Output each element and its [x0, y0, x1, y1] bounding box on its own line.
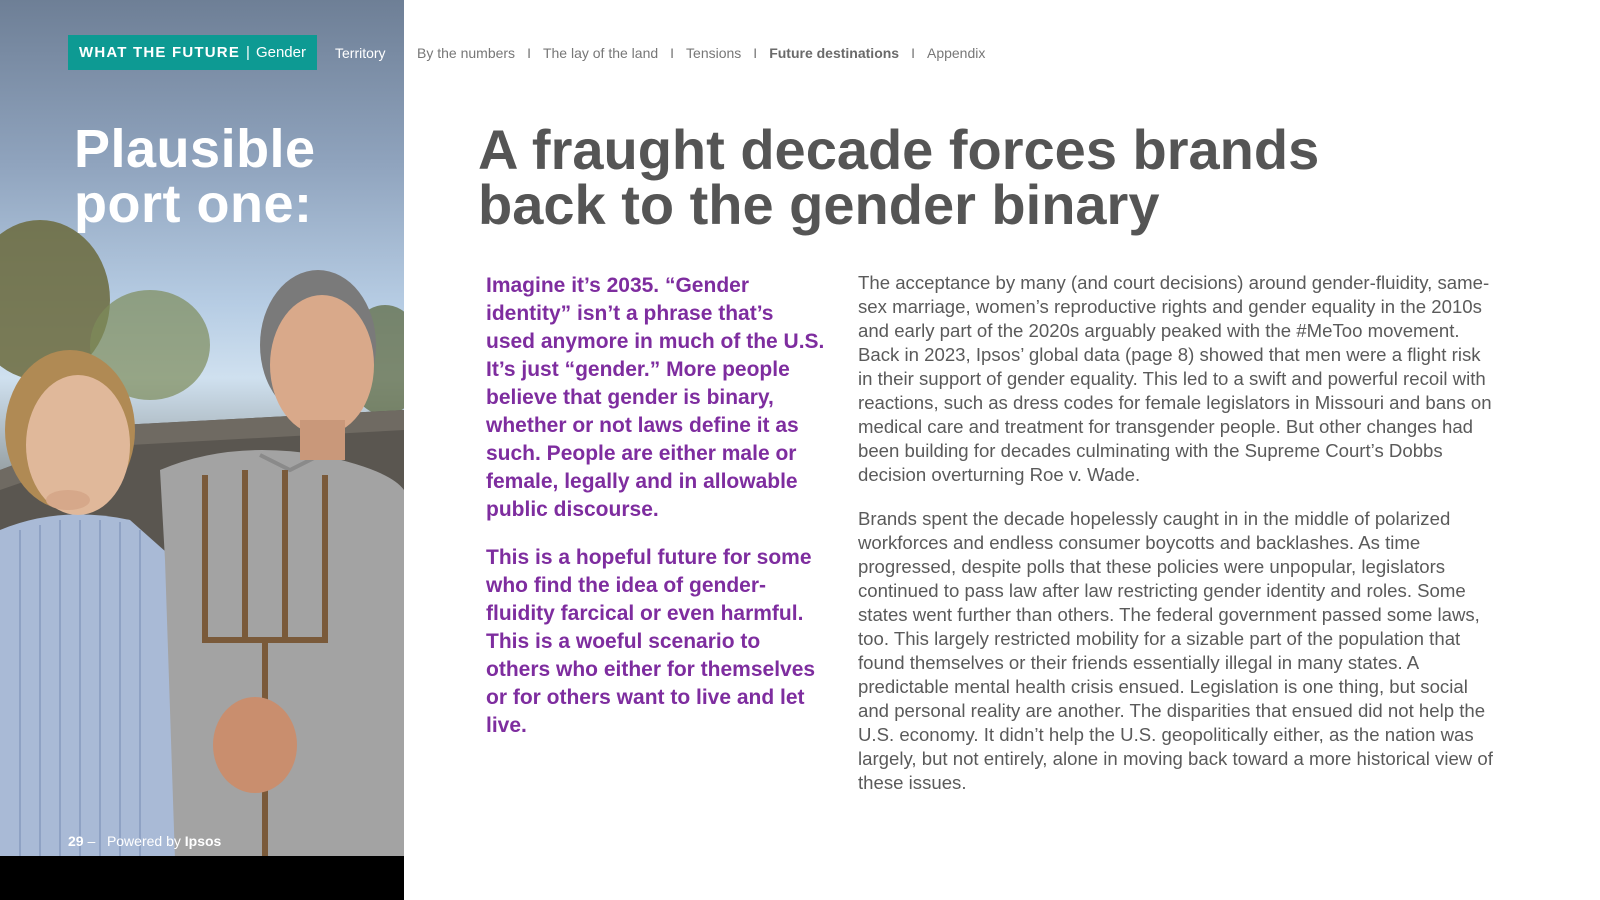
nav-appendix[interactable]: Appendix	[926, 45, 986, 61]
intro-callout	[486, 272, 826, 760]
nav-separator: I	[753, 45, 758, 61]
brand-topic: Gender	[255, 44, 306, 61]
nav-separator: I	[527, 45, 531, 61]
nav-territory[interactable]: Territory	[335, 45, 386, 61]
powered-by-label: Powered by	[106, 833, 181, 849]
nav-separator: I	[670, 45, 675, 61]
section-nav	[417, 45, 985, 61]
body-text	[858, 271, 1498, 815]
brand-separator: |	[246, 44, 250, 61]
nav-separator: I	[911, 45, 915, 61]
brand-name: WHAT THE FUTURE	[79, 44, 241, 61]
company-name: Ipsos	[184, 833, 222, 849]
intro-paragraph-1: Imagine it’s 2035. “Gender identity” isn’t a phrase that’s used anymore in much of the U.S. It’s just “gender.” More people believe that gender is binary, whether or not laws define it as such. People are either male or female, legally and in allowable public discourse.	[486, 274, 825, 521]
headline-line-2: back to the gender binary	[478, 173, 1160, 236]
headline-line-1: A fraught decade forces brands	[478, 118, 1320, 181]
nav-tensions[interactable]: Tensions	[686, 45, 742, 61]
footer-dash: –	[87, 833, 96, 849]
brand-badge[interactable]	[68, 35, 317, 70]
page-headline	[478, 118, 1558, 236]
page-number: 29	[68, 833, 84, 849]
nav-by-the-numbers[interactable]: By the numbers	[417, 45, 516, 61]
panel-bottom-band	[0, 856, 404, 900]
body-paragraph-1: The acceptance by many (and court decisions) around gender-fluidity, same-sex marriage, women’s reproductive rights and gender equality in the 2010s and early part of the 2020s arguably peaked with the #MeToo movement. Back in 2023, Ipsos’ global data (page 8) showed that men were a flight risk in their support of gender equality. This led to a swift and powerful recoil with reactions, such as dress codes for female legislators in Missouri and bans on medical care and treatment for transgender people. But other changes had been building for decades culminating with the Supreme Court’s Dobbs decision overturning Roe v. Wade.	[858, 272, 1492, 485]
side-title	[74, 119, 316, 234]
intro-paragraph-2: This is a hopeful future for some who find the idea of gender-fluidity farcical or even harmful. This is a woeful scenario to others who either for themselves or for others want to live and let live.	[486, 546, 816, 737]
nav-future-destinations[interactable]: Future destinations	[769, 45, 900, 61]
side-title-line-1: Plausible	[74, 119, 316, 179]
side-title-line-2: port one:	[74, 174, 313, 234]
body-paragraph-2: Brands spent the decade hopelessly caught in in the middle of polarized workforces and endless consumer boycotts and backlashes. As time progressed, despite polls that these policies were unpopular, legislators continued to pass law after law restricting gender identity and roles. Some states went further than others. The federal government passed some laws, too. This largely restricted mobility for a sizable part of the population that found themselves or their friends essentially illegal in many states. A predictable mental health crisis ensued. Legislation is one thing, but social and personal reality are another. The disparities that ensued did not help the U.S. economy. It didn’t help the U.S. geopolitically either, as the nation was largely, but not entirely, alone in moving back toward a more historical view of these issues.	[858, 508, 1493, 793]
page-footer	[68, 833, 221, 849]
nav-lay-of-the-land[interactable]: The lay of the land	[542, 45, 659, 61]
